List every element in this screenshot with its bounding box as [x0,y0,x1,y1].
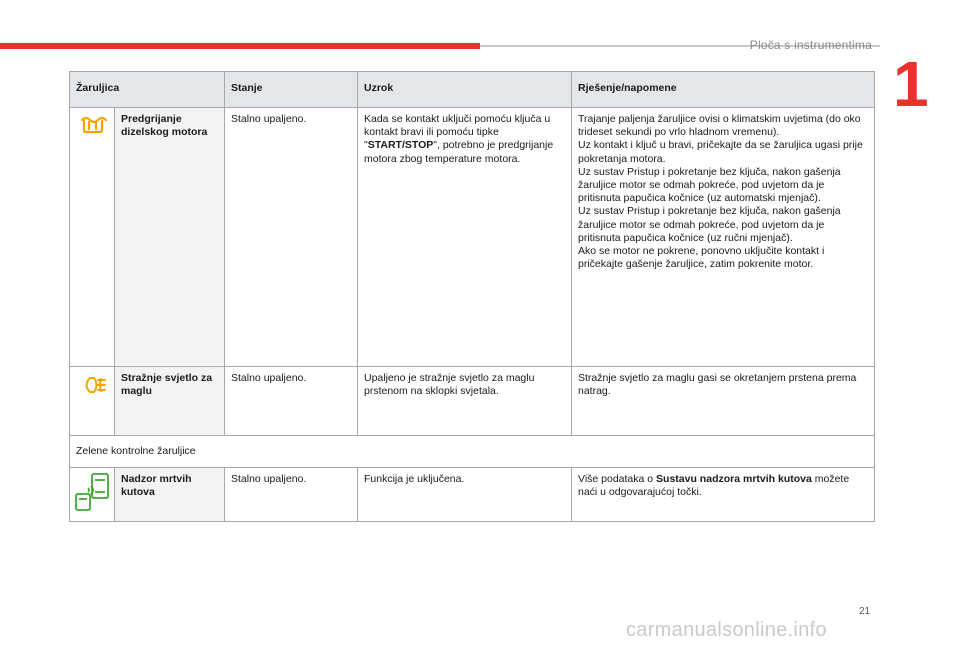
light-state: Stalno upaljeno. [225,468,358,522]
light-state: Stalno upaljeno. [225,367,358,436]
column-header-cause: Uzrok [358,72,572,108]
light-cause: Funkcija je uključena. [358,468,572,522]
light-cause: Upaljeno je stražnje svjetlo za maglu prstenom na sklopki svjetala. [358,367,572,436]
icon-cell [70,367,115,436]
watermark: carmanualsonline.info [626,619,827,641]
section-row [70,436,875,468]
icon-cell [70,108,115,367]
icon-cell [70,468,115,522]
page-number: 21 [859,606,871,617]
header-accent-bar [0,43,480,49]
column-header-solution: Rješenje/napomene [572,72,875,108]
rear-fog-light-icon [70,367,115,403]
light-solution: Više podataka o Sustavu nadzora mrtvih kutova možete naći u odgovarajućoj točki. [572,468,875,522]
table-row [70,367,875,436]
column-header-state: Stanje [225,72,358,108]
chapter-number: 1 [893,48,929,120]
light-state: Stalno upaljeno. [225,108,358,367]
table-row [70,108,875,367]
table-row [70,468,875,522]
light-cause: Kada se kontakt uključi pomoću ključa u kontakt bravi ili pomoću tipke "START/STOP", potrebno je predgrijanje motora zbog temperature motora. [358,108,572,367]
section-label: Zelene kontrolne žaruljice [70,436,875,468]
warning-lights-table [69,71,875,522]
light-solution: Trajanje paljenja žaruljice ovisi o klimatskim uvjetima (do oko trideset sekundi po vrlo hladnom vremenu). Uz kontakt i ključ u bravi, pričekajte da se žaruljica ugasi prije pokretanja motora. Uz sustav Pristup i pokretanje bez ključa, nakon gašenja žaruljice motor se odmah pokreće, pod uvjetom da je pritisnuta papučica kočnice (uz automatski mjenjač). Uz sustav Pristup i pokretanje bez ključa, nakon gašenja žaruljice motor se odmah pokreće, pod uvjetom da je pritisnuta papučica kočnice (uz ručni mjenjač). Ako se motor ne pokrene, ponovno uključite kontakt i pričekajte gašenje žaruljice, zatim pokrenite motor. [572,108,875,367]
light-name: Nadzor mrtvih kutova [115,468,225,522]
table-header-row [70,72,875,108]
page-section-title: Ploča s instrumentima [749,38,872,52]
light-name: Predgrijanje dizelskog motora [115,108,225,367]
column-header-light: Žaruljica [70,72,225,108]
glow-plug-icon [70,108,115,142]
blind-spot-monitoring-icon [70,468,115,514]
light-solution: Stražnje svjetlo za maglu gasi se okretanjem prstena prema natrag. [572,367,875,436]
light-name: Stražnje svjetlo za maglu [115,367,225,436]
